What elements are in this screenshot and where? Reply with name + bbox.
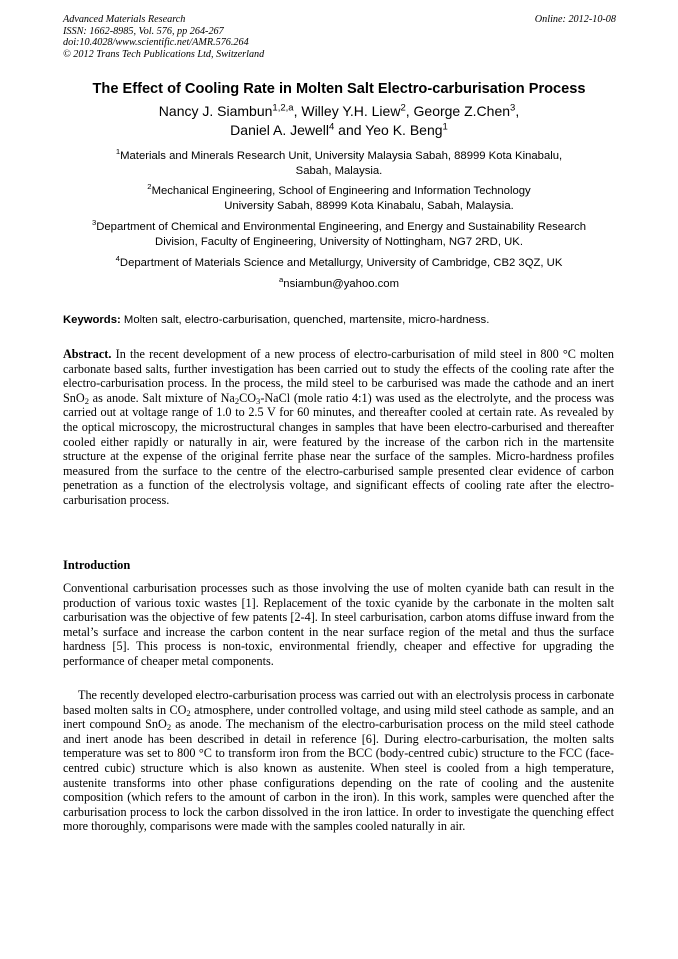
- author-line-1: [40, 102, 638, 121]
- abstract-text: In the recent development of a new process of electro-carburisation of mild steel in 800 °C molten carbonate based salts, further investigation has been carried out to study the effects of the cooling rate after the electro-carburisation process. In the process, the mild steel to be carburised was made the cathode and an inert SnO: [63, 347, 614, 405]
- author-list: [40, 102, 638, 140]
- subscript: 3: [256, 395, 261, 406]
- abstract-text: -NaCl (mole ratio 4:1) was used as the electrolyte, and the process was carried out at voltage range of 1.0 to 2.5 V for 60 minutes, and thereafter cooled at certain rate. As revealed by the optical microscopy, the microstructural changes in samples that have been electro-carburised and thereafter cooled either rapidly or naturally in air, were featured by the increase of the carbon rich in the martensite structure at the expense of the original ferrite phase near the surface of the samples. Micro-hardness profiles measured from the surface to the centre of the electro-carburised sample presented clear evidence of carbon penetration as a function of the electrolysis voltage, and significant effects of cooling rate after the electro-carburisation process.: [63, 390, 614, 507]
- affiliation-text: Mechanical Engineering, School of Engineering and Information Technology: [151, 185, 531, 197]
- subscript: 2: [234, 395, 240, 406]
- affiliation-text: University Sabah, 88999 Kota Kinabalu, Sabah, Malaysia.: [224, 200, 514, 212]
- corresponding-email: [58, 277, 620, 292]
- affiliation-2: [58, 184, 620, 214]
- journal-header: [63, 14, 616, 60]
- author-affil-sup: 1,2,a: [272, 102, 294, 114]
- affiliation-4: [58, 256, 620, 271]
- paragraph-text: as anode. The mechanism of the electro-carburisation process on the mild steel cathode and inert anode has been described in detail in reference [6]. During electro-carburisation, the molten salts temperature was set to 800 °C to transform iron from the BCC (body-centred cubic) structure to the FCC (face-centred cubic) structure which is also known as austenite. When steel is cooled from a high temperature, austenite transforms into other phase configurations depending on the rate of cooling and the austenite composition (which refers to the amount of carbon in the iron). In this work, samples were quenched after the carburisation process to lock the carbon dissolved in the iron lattice. In order to investigate the quenching effect more thoroughly, comparisons were made with the samples cooled naturally in air.: [63, 717, 615, 834]
- author-name: Yeo K. Beng: [365, 122, 443, 138]
- email-address: nsiambun@yahoo.com: [283, 278, 399, 290]
- author-affil-sup: 1: [442, 121, 448, 133]
- abstract-text: as anode. Salt mixture of Na: [88, 390, 235, 405]
- subscript: 2: [186, 707, 191, 718]
- keywords-label: Keywords:: [63, 314, 121, 326]
- online-date: Online: 2012-10-08: [534, 14, 616, 25]
- abstract: [63, 347, 614, 508]
- affiliation-text: Division, Faculty of Engineering, University of Nottingham, NG7 2RD, UK.: [155, 236, 523, 248]
- email-sup: a: [279, 275, 284, 285]
- author-name: George Z.Chen: [413, 103, 511, 119]
- affiliation-sup: 1: [115, 147, 121, 157]
- author-name: Nancy J. Siambun: [158, 103, 273, 119]
- affiliation-sup: 2: [147, 182, 152, 192]
- author-affil-sup: 3: [510, 102, 516, 114]
- paper-title: The Effect of Cooling Rate in Molten Salt Electro-carburisation Process: [92, 81, 586, 97]
- paragraph-text: atmosphere, under controlled voltage, and using mild steel cathode as sample, and an inert compound SnO: [63, 702, 614, 732]
- affiliation-sup: 4: [115, 254, 120, 264]
- author-line-2: [40, 121, 638, 140]
- author-separator: and: [334, 122, 366, 138]
- subscript: 2: [166, 722, 172, 733]
- section-heading-introduction: Introduction: [63, 558, 131, 572]
- abstract-label: Abstract.: [63, 347, 112, 361]
- author-affil-sup: 2: [400, 102, 406, 114]
- introduction-paragraph-1: Conventional carburisation processes such as those involving the use of molten cyanide bath can result in the production of various toxic wastes [1]. Replacement of the toxic cyanide by the carbonate in the molten salt carburisation was the objective of few patents [2-4]. In steel carburisation, carbon atoms diffuse inward from the metal’s surface and increase the carbon content in the near surface region of the metal and thus the surface hardness [5]. This process is non-toxic, environmental friendly, cheaper and effective for upgrading the performance of cheaper metal components.: [63, 581, 614, 668]
- keywords-text: Molten salt, electro-carburisation, quenched, martensite, micro-hardness.: [123, 314, 490, 326]
- author-name: Daniel A. Jewell: [230, 122, 329, 138]
- affiliation-text: Department of Chemical and Environmental Engineering, and Energy and Sustainability Research: [96, 221, 587, 233]
- abstract-text: CO: [239, 390, 257, 405]
- journal-name: Advanced Materials Research: [63, 14, 186, 25]
- affiliation-sup: 3: [91, 218, 97, 228]
- introduction-paragraph-2: [63, 688, 614, 834]
- keywords: [63, 313, 623, 328]
- author-separator: ,: [293, 103, 302, 119]
- author-name: Willey Y.H. Liew: [301, 103, 401, 119]
- affiliation-1: [58, 149, 620, 179]
- affiliation-text: Materials and Minerals Research Unit, University Malaysia Sabah, 88999 Kota Kinabalu,: [120, 150, 563, 162]
- author-separator: ,: [515, 103, 520, 119]
- doi-line: doi:10.4028/www.scientific.net/AMR.576.264: [63, 37, 249, 49]
- affiliation-text: Department of Materials Science and Metallurgy, University of Cambridge, CB2 3QZ, UK: [119, 257, 563, 269]
- author-separator: ,: [405, 103, 414, 119]
- affiliation-text: Sabah, Malaysia.: [295, 165, 383, 177]
- copyright-line: © 2012 Trans Tech Publications Ltd, Switzerland: [63, 48, 265, 60]
- subscript: 2: [84, 395, 89, 406]
- issn-line: ISSN: 1662-8985, Vol. 576, pp 264-267: [63, 25, 224, 37]
- paragraph-text: The recently developed electro-carburisation process was carried out with an electrolysis process in carbonate based molten salts in CO: [63, 688, 614, 717]
- author-affil-sup: 4: [329, 121, 335, 133]
- affiliation-3: [50, 220, 628, 250]
